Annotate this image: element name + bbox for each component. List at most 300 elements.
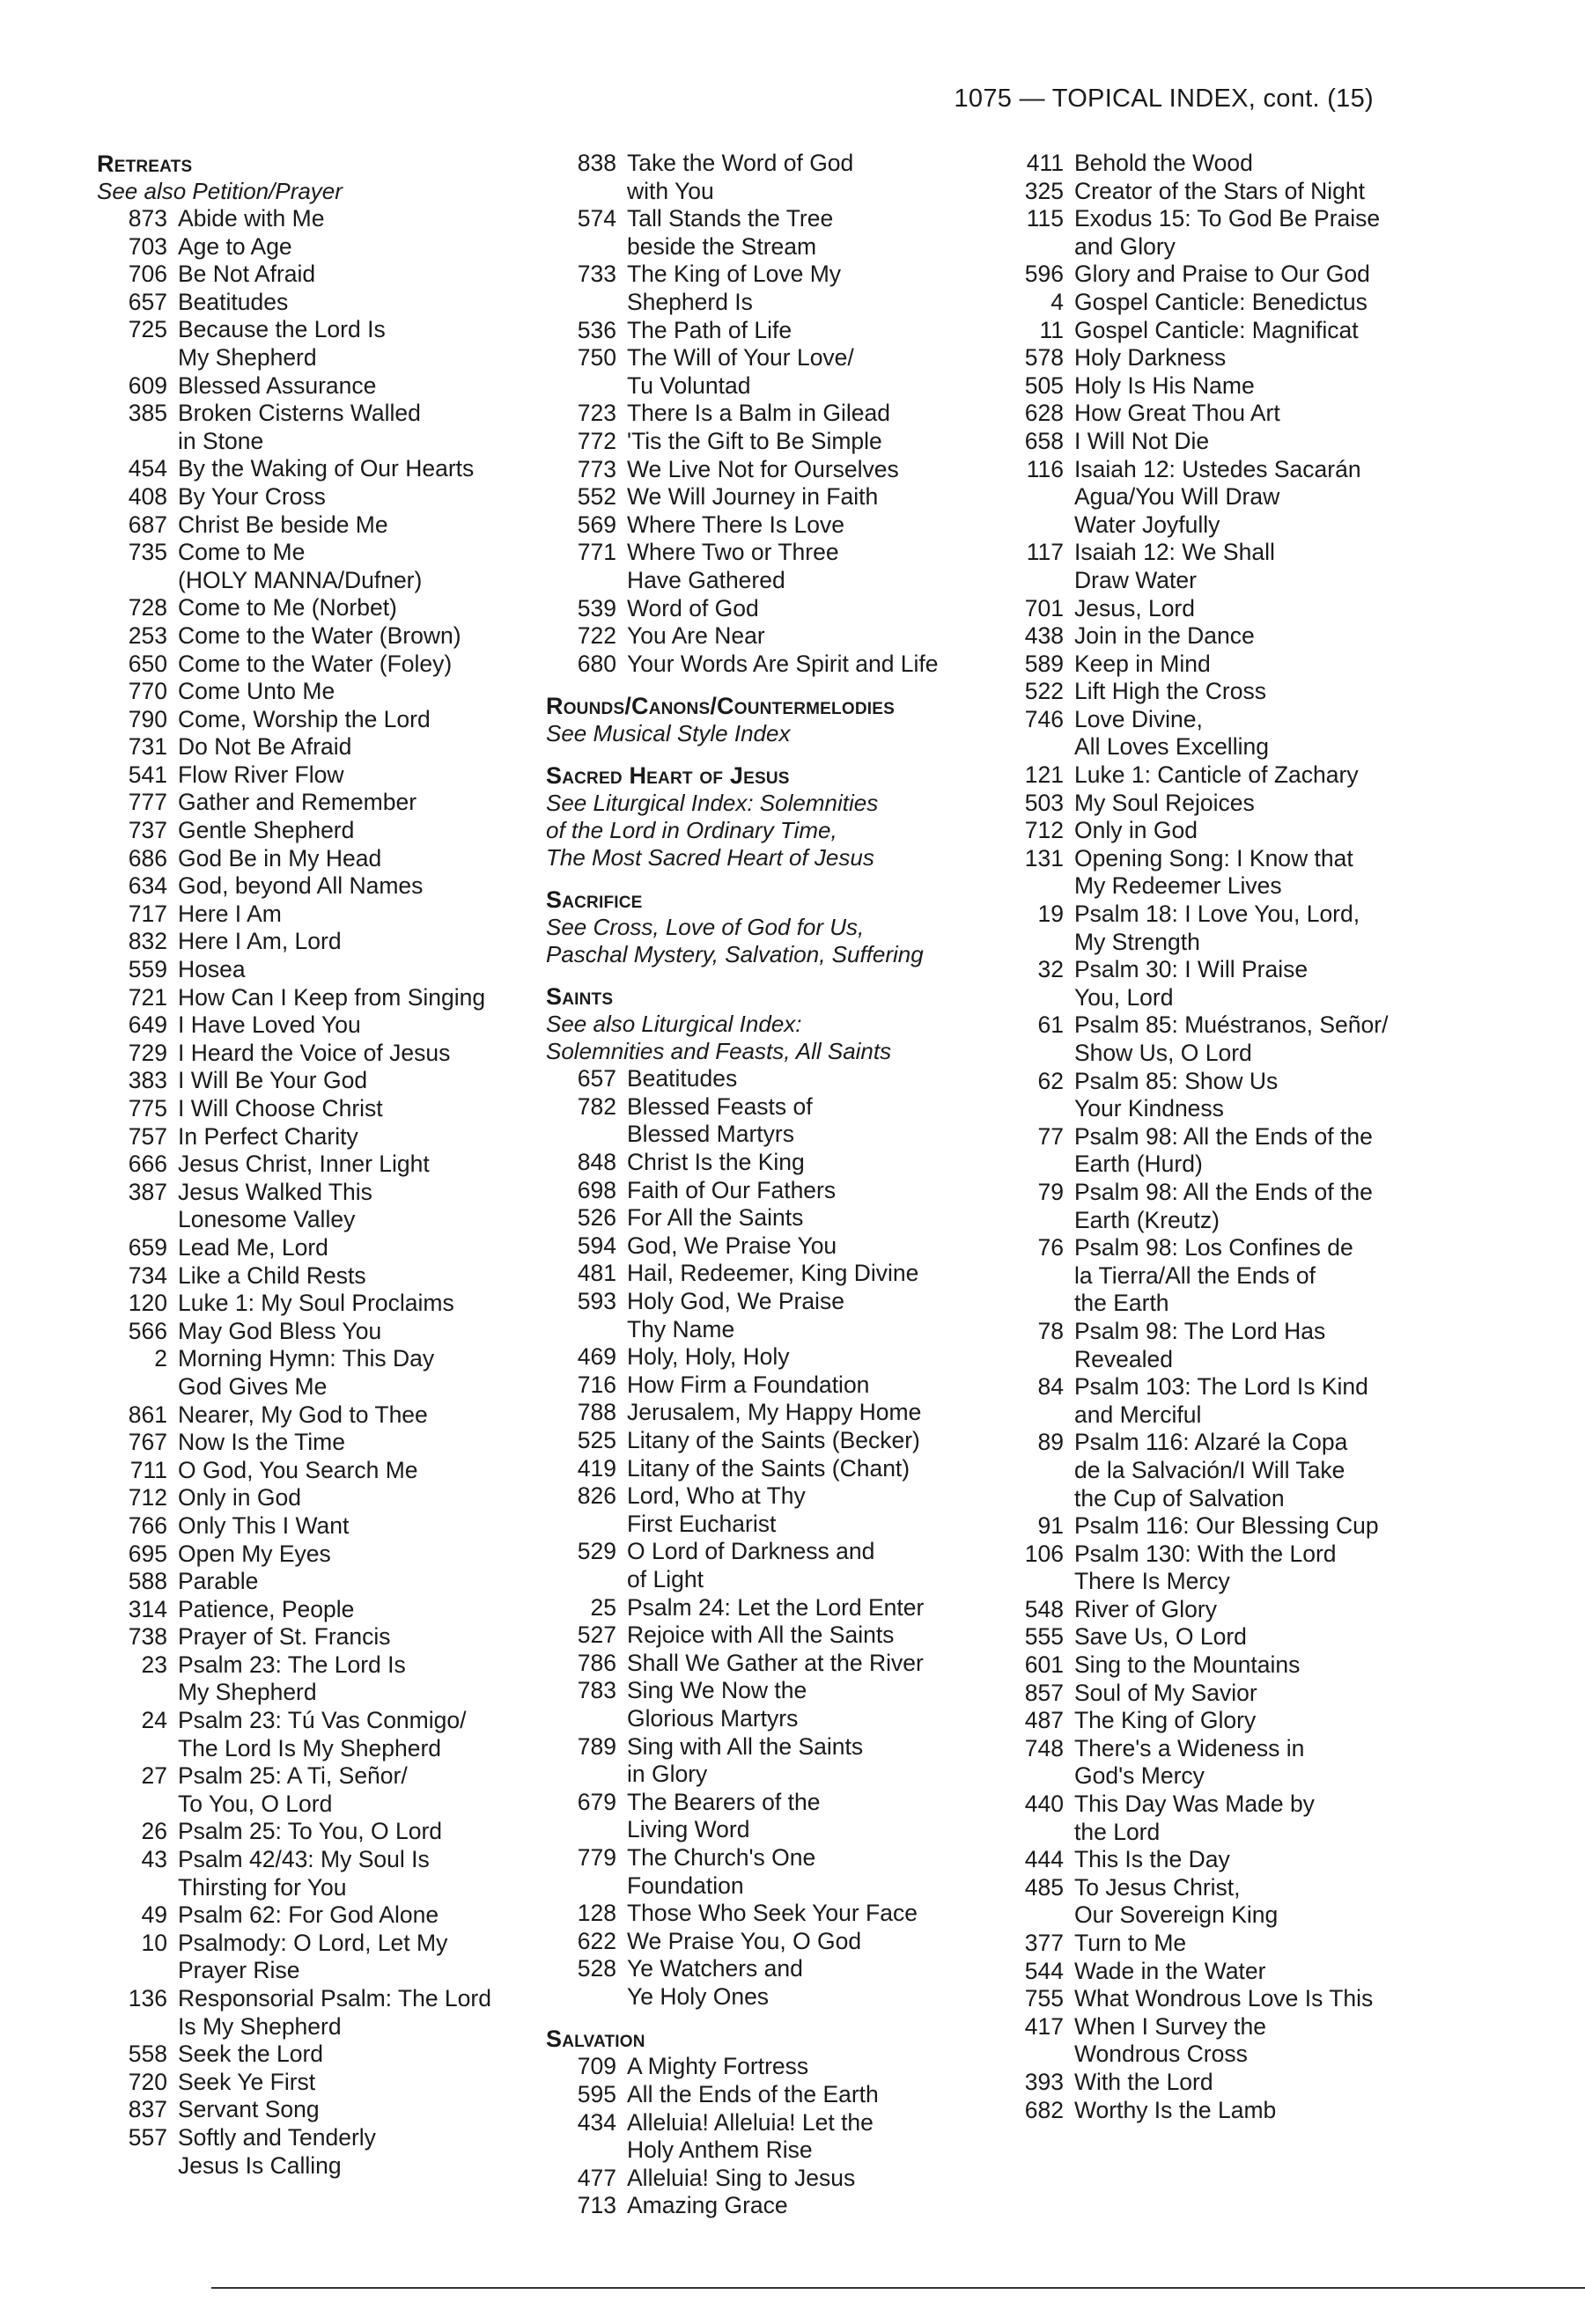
entry-title: Take the Word of God with You	[627, 150, 854, 204]
entry-number: 539	[577, 594, 616, 621]
entry-title: Abide with Me	[178, 205, 325, 232]
entry-number: 679	[577, 1788, 616, 1815]
entry-title: Come to Me (Norbet)	[178, 594, 397, 621]
entry-title: Turn to Me	[1074, 1930, 1187, 1956]
entry-number: 628	[1024, 400, 1064, 427]
entry-number: 43	[141, 1846, 167, 1873]
entry-title: Blessed Assurance	[178, 371, 377, 399]
entry-number: 658	[1024, 427, 1064, 454]
entry-title: Those Who Seek Your Face	[627, 1900, 918, 1927]
index-entry	[546, 1622, 986, 1650]
see-also-note: See also Petition/Prayer	[97, 178, 343, 204]
index-entry	[993, 456, 1451, 540]
entry-title: The Will of Your Love/ Tu Voluntad	[627, 344, 854, 399]
entry-title: Servant Song	[178, 2096, 320, 2123]
entry-number: 419	[577, 1454, 616, 1482]
entry-number: 701	[1024, 594, 1064, 621]
index-entry	[546, 1538, 986, 1593]
entry-title: Psalm 30: I Will Praise You, Lord	[1074, 956, 1309, 1011]
entry-number: 698	[577, 1176, 616, 1203]
entry-title: Responsorial Psalm: The Lord Is My Shepherd	[178, 1985, 491, 2040]
index-entry	[97, 233, 537, 261]
entry-number: 548	[1024, 1595, 1064, 1622]
entry-title: Psalm 103: The Lord Is Kind and Merciful	[1074, 1373, 1368, 1428]
entry-title: Save Us, O Lord	[1074, 1623, 1247, 1651]
entry-number: 734	[128, 1261, 167, 1289]
index-entry	[97, 261, 537, 289]
entry-number: 717	[128, 900, 167, 927]
entry-number: 25	[590, 1593, 616, 1621]
entry-title: When I Survey the Wondrous Cross	[1074, 2012, 1266, 2068]
entry-title: Worthy Is the Lamb	[1074, 2096, 1277, 2123]
index-entry	[993, 1651, 1451, 1680]
entry-number: 588	[128, 1568, 167, 1595]
entry-number: 559	[128, 956, 167, 983]
index-entry	[546, 539, 986, 594]
entry-number: 713	[577, 2192, 616, 2219]
entry-title: Broken Cisterns Walled in Stone	[178, 400, 421, 454]
index-entry	[546, 1260, 986, 1288]
index-entry	[546, 1455, 986, 1483]
entry-number: 686	[128, 844, 167, 872]
index-entry	[97, 289, 537, 317]
index-entry	[993, 1429, 1451, 1512]
entry-title: Come to Me (HOLY MANNA/Dufner)	[178, 539, 423, 593]
entry-number: 757	[128, 1122, 167, 1150]
index-entry	[546, 2053, 986, 2081]
entry-title: Sing We Now the Glorious Martyrs	[627, 1677, 807, 1732]
index-entry	[97, 1040, 537, 1068]
entry-title: Hail, Redeemer, King Divine	[627, 1260, 919, 1287]
entry-title: Faith of Our Fathers	[627, 1176, 837, 1203]
entry-title: Gospel Canticle: Magnificat	[1074, 316, 1359, 343]
entry-number: 767	[128, 1429, 167, 1456]
index-entry	[97, 1234, 537, 1262]
entry-title: Alleluia! Sing to Jesus	[627, 2164, 856, 2191]
index-entry	[97, 1930, 537, 1985]
index-entry	[97, 2124, 537, 2180]
index-entry	[97, 539, 537, 594]
index-entry	[546, 651, 986, 679]
entry-title: Exodus 15: To God Be Praise and Glory	[1074, 205, 1381, 260]
entry-number: 709	[577, 2053, 616, 2080]
entry-number: 10	[141, 1929, 167, 1956]
entry-number: 596	[1024, 261, 1064, 288]
entry-title: God, beyond All Names	[178, 872, 424, 900]
entry-number: 19	[1037, 901, 1064, 928]
entry-title: For All the Saints	[627, 1204, 804, 1232]
entry-number: 527	[577, 1622, 616, 1649]
entry-title: Do Not Be Afraid	[178, 733, 352, 761]
entry-number: 555	[1024, 1623, 1064, 1651]
entry-number: 387	[128, 1178, 167, 1205]
index-entry	[993, 1791, 1451, 1846]
index-entry	[546, 1427, 986, 1455]
index-entry	[993, 845, 1451, 901]
entry-title: Amazing Grace	[627, 2192, 788, 2219]
entry-title: How Great Thou Art	[1074, 400, 1280, 427]
index-column-2	[546, 150, 986, 2220]
index-entry	[97, 678, 537, 706]
entry-number: 788	[577, 1399, 616, 1426]
entry-number: 121	[1024, 761, 1064, 789]
index-entry	[993, 261, 1451, 289]
entry-title: What Wondrous Love Is This	[1074, 1985, 1374, 2012]
entry-number: 558	[128, 2041, 167, 2068]
index-entry	[993, 428, 1451, 456]
entry-number: 706	[128, 261, 167, 288]
index-entry	[97, 1762, 537, 1818]
entry-number: 657	[577, 1065, 616, 1092]
entry-title: Psalm 25: A Ti, Señor/ To You, O Lord	[178, 1762, 408, 1817]
entry-number: 720	[128, 2068, 167, 2095]
index-entry	[993, 622, 1451, 651]
entry-number: 24	[141, 1707, 167, 1734]
index-entry	[993, 344, 1451, 372]
entry-title: Now Is the Time	[178, 1429, 345, 1456]
entry-title: Come Unto Me	[178, 678, 335, 705]
entry-title: Where There Is Love	[627, 511, 844, 538]
entry-number: 505	[1024, 371, 1064, 399]
index-entry	[97, 789, 537, 817]
entry-title: I Will Choose Christ	[178, 1095, 383, 1122]
entry-title: Holy, Holy, Holy	[627, 1343, 790, 1371]
entry-number: 609	[128, 371, 167, 399]
entry-title: Jesus Walked This Lonesome Valley	[178, 1178, 372, 1233]
index-entry	[97, 511, 537, 540]
entry-title: Psalm 23: Tú Vas Conmigo/ The Lord Is My Shepherd	[178, 1707, 467, 1761]
entry-number: 544	[1024, 1957, 1064, 1984]
index-entry	[97, 1901, 537, 1930]
entry-number: 557	[128, 2123, 167, 2151]
section-heading: Sacred Heart of Jesus	[546, 762, 790, 790]
entry-title: Blessed Feasts of Blessed Martyrs	[627, 1092, 813, 1148]
entry-number: 120	[128, 1290, 167, 1317]
index-entry	[97, 2041, 537, 2069]
entry-list	[546, 150, 986, 678]
entry-title: Keep in Mind	[1074, 650, 1211, 677]
index-entry	[993, 539, 1451, 594]
entry-number: 253	[128, 621, 167, 649]
entry-number: 485	[1024, 1873, 1064, 1901]
entry-title: Flow River Flow	[178, 761, 344, 788]
index-entry	[993, 1846, 1451, 1874]
entry-number: 574	[577, 205, 616, 232]
entry-number: 790	[128, 705, 167, 732]
entry-number: 525	[577, 1427, 616, 1453]
entry-title: Christ Is the King	[627, 1149, 805, 1176]
entry-number: 49	[141, 1901, 167, 1929]
entry-number: 857	[1024, 1679, 1064, 1706]
index-entry	[97, 1457, 537, 1485]
index-entry	[993, 1541, 1451, 1596]
entry-number: 695	[128, 1540, 167, 1567]
entry-number: 434	[577, 2108, 616, 2136]
index-entry	[546, 1900, 986, 1928]
index-entry	[546, 1955, 986, 2011]
entry-number: 703	[128, 232, 167, 260]
index-entry	[546, 261, 986, 316]
see-also-note: See Musical Style Index	[546, 720, 791, 747]
entry-title: Only in God	[178, 1484, 301, 1511]
index-entry	[993, 1735, 1451, 1791]
index-entry	[97, 1151, 537, 1179]
entry-list	[546, 1065, 986, 2011]
entry-number: 873	[128, 205, 167, 232]
index-entry	[97, 1262, 537, 1291]
entry-number: 601	[1024, 1651, 1064, 1679]
index-entry	[993, 150, 1451, 178]
index-entry	[97, 1568, 537, 1596]
section-continued	[546, 150, 986, 678]
index-entry	[97, 1596, 537, 1624]
entry-number: 11	[1039, 316, 1064, 343]
index-entry	[97, 1429, 537, 1457]
entry-number: 487	[1024, 1707, 1064, 1734]
entry-number: 622	[577, 1927, 616, 1954]
index-entry	[546, 1733, 986, 1789]
entry-title: This Day Was Made by the Lord	[1074, 1791, 1315, 1845]
entry-title: Word of God	[627, 594, 759, 621]
entry-title: Where Two or Three Have Gathered	[627, 539, 839, 593]
entry-title: Sing with All the Saints in Glory	[627, 1732, 864, 1788]
entry-number: 136	[128, 1985, 167, 2011]
entry-number: 786	[577, 1649, 616, 1676]
entry-title: O God, You Search Me	[178, 1456, 418, 1483]
entry-title: The King of Glory	[1074, 1707, 1257, 1734]
index-entry	[993, 1512, 1451, 1541]
index-entry	[993, 205, 1451, 261]
entry-title: In Perfect Charity	[178, 1122, 358, 1150]
entry-title: How Firm a Foundation	[627, 1371, 870, 1398]
footer-rule	[211, 2287, 1585, 2289]
entry-number: 711	[129, 1456, 167, 1483]
entry-title: Psalm 18: I Love You, Lord, My Strength	[1074, 901, 1360, 955]
page-header: 1075 — TOPICAL INDEX, cont. (15)	[954, 85, 1374, 113]
entry-title: We Praise You, O God	[627, 1927, 862, 1954]
entry-title: Lift High the Cross	[1074, 678, 1266, 705]
entry-title: Psalm 116: Our Blessing Cup	[1074, 1512, 1379, 1540]
entry-number: 477	[577, 2164, 616, 2191]
index-entry	[993, 317, 1451, 345]
section-heading: Rounds/Canons/Countermelodies	[546, 693, 895, 720]
index-entry	[993, 1680, 1451, 1708]
entry-title: Beatitudes	[627, 1065, 738, 1092]
index-entry	[546, 1288, 986, 1343]
index-entry	[97, 845, 537, 873]
entry-number: 595	[577, 2081, 616, 2108]
index-entry	[546, 428, 986, 456]
index-entry	[993, 372, 1451, 401]
index-entry	[97, 651, 537, 679]
index-entry	[546, 456, 986, 484]
entry-list	[546, 2053, 986, 2220]
entry-title: You Are Near	[627, 622, 765, 650]
section-heading: Sacrifice	[546, 886, 643, 914]
index-entry	[993, 901, 1451, 956]
entry-title: Jesus Christ, Inner Light	[178, 1151, 430, 1178]
index-entry	[97, 817, 537, 845]
entry-number: 385	[128, 400, 167, 427]
entry-number: 469	[577, 1343, 616, 1371]
entry-title: God Be in My Head	[178, 844, 382, 872]
entry-number: 731	[128, 733, 167, 761]
index-entry	[546, 1650, 986, 1678]
section-heading: Saints	[546, 983, 614, 1011]
entry-number: 528	[577, 1955, 616, 1982]
index-entry	[993, 1623, 1451, 1651]
entry-number: 393	[1024, 2068, 1064, 2095]
entry-title: Psalm 25: To You, O Lord	[178, 1818, 443, 1845]
section-heading: Retreats	[97, 151, 193, 177]
entry-title: O Lord of Darkness and of Light	[627, 1538, 875, 1592]
entry-title: Psalm 98: The Lord Has Revealed	[1074, 1317, 1326, 1372]
entry-title: Luke 1: My Soul Proclaims	[178, 1290, 454, 1317]
index-entry	[546, 483, 986, 511]
entry-number: 314	[128, 1595, 167, 1622]
index-entry	[97, 1067, 537, 1095]
entry-title: Love Divine, All Loves Excelling	[1074, 705, 1269, 761]
entry-number: 589	[1024, 650, 1064, 677]
entry-title: Seek Ye First	[178, 2068, 316, 2095]
entry-number: 569	[577, 511, 616, 538]
entry-title: Seek the Lord	[178, 2041, 324, 2068]
entry-title: River of Glory	[1074, 1595, 1217, 1622]
entry-title: Beatitudes	[178, 288, 289, 315]
see-also-note: See Cross, Love of God for Us, Paschal Mystery, Salvation, Suffering	[546, 914, 924, 968]
index-entry	[993, 2013, 1451, 2069]
section-saints	[546, 982, 986, 2011]
entry-number: 503	[1024, 789, 1064, 816]
index-entry	[546, 1093, 986, 1149]
entry-title: How Can I Keep from Singing	[178, 983, 486, 1011]
entry-title: There's a Wideness in God's Mercy	[1074, 1734, 1305, 1790]
index-entry	[546, 622, 986, 651]
entry-number: 775	[128, 1095, 167, 1122]
index-entry	[97, 984, 537, 1012]
entry-number: 771	[577, 539, 616, 566]
index-entry	[546, 1204, 986, 1232]
index-entry	[97, 2096, 537, 2124]
entry-number: 789	[577, 1732, 616, 1760]
entry-title: Softly and Tenderly Jesus Is Calling	[178, 2123, 376, 2179]
index-entry	[97, 1623, 537, 1651]
entry-number: 438	[1024, 622, 1064, 650]
entry-number: 746	[1024, 705, 1064, 732]
entry-title: I Heard the Voice of Jesus	[178, 1039, 451, 1066]
index-entry	[97, 455, 537, 483]
entry-title: Psalm 98: Los Confines de la Tierra/All the Ends of the Earth	[1074, 1234, 1353, 1317]
entry-title: Come to the Water (Foley)	[178, 650, 453, 677]
index-entry	[546, 2165, 986, 2193]
entry-number: 838	[577, 150, 616, 176]
index-entry	[993, 817, 1451, 845]
index-entry	[546, 1482, 986, 1538]
section-sacrifice	[546, 886, 986, 968]
entry-title: This Is the Day	[1074, 1846, 1230, 1873]
entry-number: 721	[128, 983, 167, 1011]
entry-title: Only in God	[1074, 817, 1198, 844]
entry-number: 411	[1026, 150, 1064, 176]
entry-title: Because the Lord Is My Shepherd	[178, 316, 386, 371]
entry-title: Isaiah 12: Ustedes Sacarán Agua/You Will Draw Water Joyfully	[1074, 455, 1361, 538]
index-entry	[97, 1541, 537, 1569]
index-entry	[993, 1123, 1451, 1179]
entry-number: 737	[128, 817, 167, 844]
index-entry	[546, 1372, 986, 1400]
index-entry	[993, 761, 1451, 790]
entry-title: Psalm 116: Alzaré la Copa de la Salvación/I Will Take the Cup of Salvation	[1074, 1429, 1348, 1511]
entry-number: 777	[128, 789, 167, 816]
index-entry	[97, 1011, 537, 1040]
entry-title: My Soul Rejoices	[1074, 789, 1255, 816]
entry-number: 2	[154, 1345, 167, 1372]
index-entry	[97, 483, 537, 511]
entry-number: 444	[1024, 1846, 1064, 1873]
entry-number: 750	[577, 344, 616, 371]
entry-title: Come to the Water (Brown)	[178, 621, 461, 649]
index-entry	[97, 1179, 537, 1234]
entry-number: 733	[577, 261, 616, 288]
entry-number: 772	[577, 427, 616, 454]
index-entry	[993, 1958, 1451, 1986]
index-entry	[993, 595, 1451, 623]
entry-number: 377	[1024, 1930, 1064, 1956]
index-column-3	[993, 150, 1451, 2124]
entry-title: I Will Not Die	[1074, 427, 1210, 454]
entry-number: 383	[128, 1067, 167, 1094]
section-salvation	[546, 2025, 986, 2220]
index-entry	[546, 1399, 986, 1427]
entry-number: 578	[1024, 344, 1064, 371]
entry-title: Join in the Dance	[1074, 622, 1255, 650]
entry-number: 481	[577, 1260, 616, 1287]
entry-title: The Path of Life	[627, 316, 792, 343]
index-entry	[546, 150, 986, 205]
entry-title: Christ Be beside Me	[178, 511, 388, 538]
entry-title: Opening Song: I Know that My Redeemer Lives	[1074, 844, 1353, 900]
index-entry	[546, 2109, 986, 2165]
entry-title: Psalm 98: All the Ends of the Earth (Kreutz)	[1074, 1178, 1373, 1233]
section-sacred-heart-of-jesus	[546, 761, 986, 872]
entry-number: 728	[128, 594, 167, 621]
entry-number: 687	[128, 511, 167, 538]
entry-number: 61	[1037, 1011, 1064, 1039]
entry-number: 735	[128, 539, 167, 566]
entry-title: Psalm 42/43: My Soul Is Thirsting for You	[178, 1846, 430, 1901]
index-entry	[97, 928, 537, 956]
entry-number: 27	[141, 1762, 167, 1790]
see-also-note: See Liturgical Index: Solemnities of the Lord in Ordinary Time, The Most Sacred Heart of Jesus	[546, 790, 879, 872]
entry-number: 89	[1037, 1429, 1064, 1456]
entry-number: 79	[1037, 1178, 1064, 1205]
entry-title: Gather and Remember	[178, 789, 417, 816]
entry-number: 529	[577, 1538, 616, 1565]
entry-title: Tall Stands the Tree beside the Stream	[627, 205, 834, 260]
entry-title: Jesus, Lord	[1074, 594, 1195, 621]
index-entry	[546, 595, 986, 623]
entry-number: 779	[577, 1843, 616, 1871]
index-entry	[97, 956, 537, 984]
entry-number: 552	[577, 483, 616, 511]
entry-title: 'Tis the Gift to Be Simple	[627, 427, 882, 454]
index-entry	[97, 1484, 537, 1512]
index-entry	[97, 1512, 537, 1541]
entry-number: 84	[1037, 1373, 1064, 1401]
entry-title: Glory and Praise to Our God	[1074, 261, 1370, 288]
entry-title: Psalmody: O Lord, Let My Prayer Rise	[178, 1929, 448, 1984]
index-entry	[97, 622, 537, 651]
